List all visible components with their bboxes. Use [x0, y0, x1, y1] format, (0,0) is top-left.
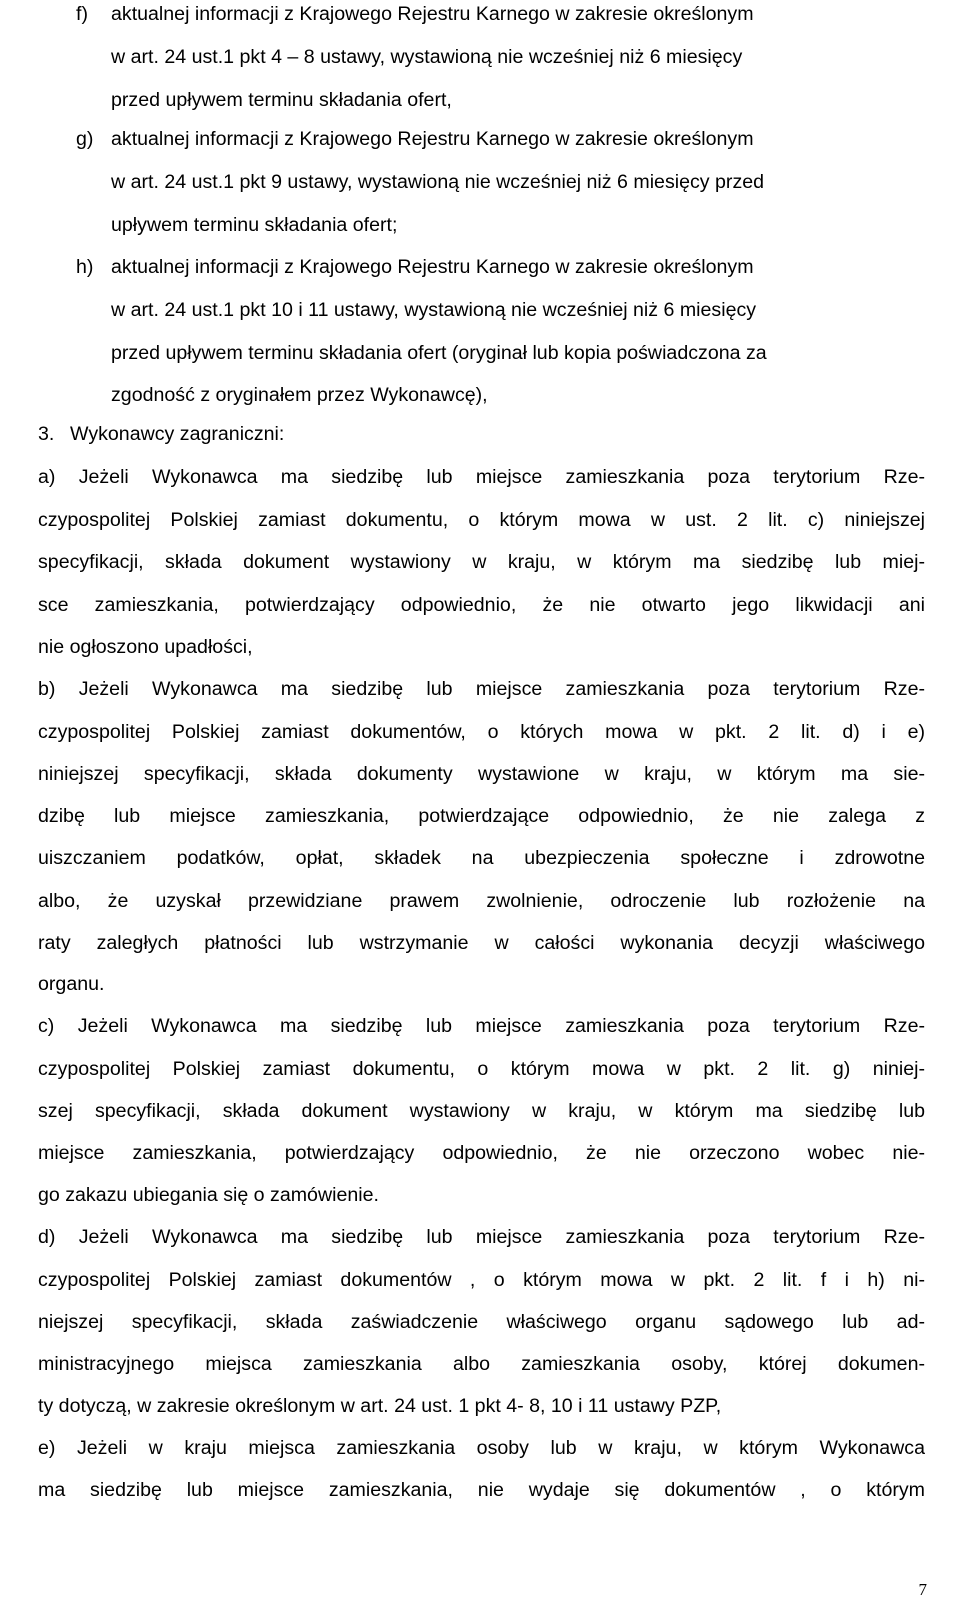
- text-line: dzibę lub miejsce zamieszkania, potwierdzające odpowiednio, że nie zalega z: [38, 805, 925, 827]
- list-label-f: f): [76, 3, 88, 25]
- text-line: przed upływem terminu składania ofert (oryginał lub kopia poświadczona za: [111, 342, 767, 364]
- text-line: upływem terminu składania ofert;: [111, 214, 398, 236]
- text-line: zgodność z oryginałem przez Wykonawcę),: [111, 384, 488, 406]
- text-line: uiszczaniem podatków, opłat, składek na ubezpieczenia społeczne i zdrowotne: [38, 847, 925, 869]
- text-line: niejszej specyfikacji, składa zaświadczenie właściwego organu sądowego lub ad-: [38, 1311, 925, 1333]
- text-line: sce zamieszkania, potwierdzający odpowiednio, że nie otwarto jego likwidacji ani: [38, 594, 925, 616]
- text-line: aktualnej informacji z Krajowego Rejestru Karnego w zakresie określonym: [111, 128, 754, 150]
- text-line: czypospolitej Polskiej zamiast dokumentów, o których mowa w pkt. 2 lit. d) i e): [38, 721, 925, 743]
- text-line: aktualnej informacji z Krajowego Rejestru Karnego w zakresie określonym: [111, 3, 754, 25]
- section-title: Wykonawcy zagraniczni:: [70, 423, 285, 445]
- list-label-g: g): [76, 128, 94, 150]
- text-line: go zakazu ubiegania się o zamówienie.: [38, 1184, 379, 1206]
- text-line: d) Jeżeli Wykonawca ma siedzibę lub miejsce zamieszkania poza terytorium Rze-: [38, 1226, 925, 1248]
- text-line: specyfikacji, składa dokument wystawiony w kraju, w którym ma siedzibę lub miej-: [38, 551, 925, 573]
- text-line: szej specyfikacji, składa dokument wystawiony w kraju, w którym ma siedzibę lub: [38, 1100, 925, 1122]
- text-line: niniejszej specyfikacji, składa dokumenty wystawione w kraju, w którym ma sie-: [38, 763, 925, 785]
- text-line: e) Jeżeli w kraju miejsca zamieszkania osoby lub w kraju, w którym Wykonawca: [38, 1437, 925, 1459]
- text-line: przed upływem terminu składania ofert,: [111, 89, 452, 111]
- page-number: 7: [918, 1580, 927, 1599]
- text-line: b) Jeżeli Wykonawca ma siedzibę lub miejsce zamieszkania poza terytorium Rze-: [38, 678, 925, 700]
- text-line: nie ogłoszono upadłości,: [38, 636, 253, 658]
- text-line: aktualnej informacji z Krajowego Rejestru Karnego w zakresie określonym: [111, 256, 754, 278]
- text-line: czypospolitej Polskiej zamiast dokumentu, o którym mowa w ust. 2 lit. c) niniejszej: [38, 509, 925, 531]
- text-line: a) Jeżeli Wykonawca ma siedzibę lub miejsce zamieszkania poza terytorium Rze-: [38, 466, 925, 488]
- text-line: w art. 24 ust.1 pkt 10 i 11 ustawy, wystawioną nie wcześniej niż 6 miesięcy: [111, 299, 757, 321]
- list-label-h: h): [76, 256, 94, 278]
- text-line: organu.: [38, 973, 105, 995]
- text-line: w art. 24 ust.1 pkt 9 ustawy, wystawioną nie wcześniej niż 6 miesięcy przed: [111, 171, 765, 193]
- text-line: ministracyjnego miejsca zamieszkania albo zamieszkania osoby, której dokumen-: [38, 1353, 925, 1375]
- text-line: czypospolitej Polskiej zamiast dokumentu, o którym mowa w pkt. 2 lit. g) niniej-: [38, 1058, 925, 1080]
- text-line: c) Jeżeli Wykonawca ma siedzibę lub miejsce zamieszkania poza terytorium Rze-: [38, 1015, 925, 1037]
- text-line: albo, że uzyskał przewidziane prawem zwolnienie, odroczenie lub rozłożenie na: [38, 890, 925, 912]
- text-line: ty dotyczą, w zakresie określonym w art. 24 ust. 1 pkt 4- 8, 10 i 11 ustawy PZP,: [38, 1395, 722, 1417]
- text-line: ma siedzibę lub miejsce zamieszkania, nie wydaje się dokumentów , o którym: [38, 1479, 925, 1501]
- text-line: w art. 24 ust.1 pkt 4 – 8 ustawy, wystawioną nie wcześniej niż 6 miesięcy: [111, 46, 743, 68]
- text-line: miejsce zamieszkania, potwierdzający odpowiednio, że nie orzeczono wobec nie-: [38, 1142, 925, 1164]
- text-line: czypospolitej Polskiej zamiast dokumentów , o którym mowa w pkt. 2 lit. f i h) ni-: [38, 1269, 925, 1291]
- text-line: raty zaległych płatności lub wstrzymanie w całości wykonania decyzji właściwego: [38, 932, 925, 954]
- section-number: 3.: [38, 423, 55, 445]
